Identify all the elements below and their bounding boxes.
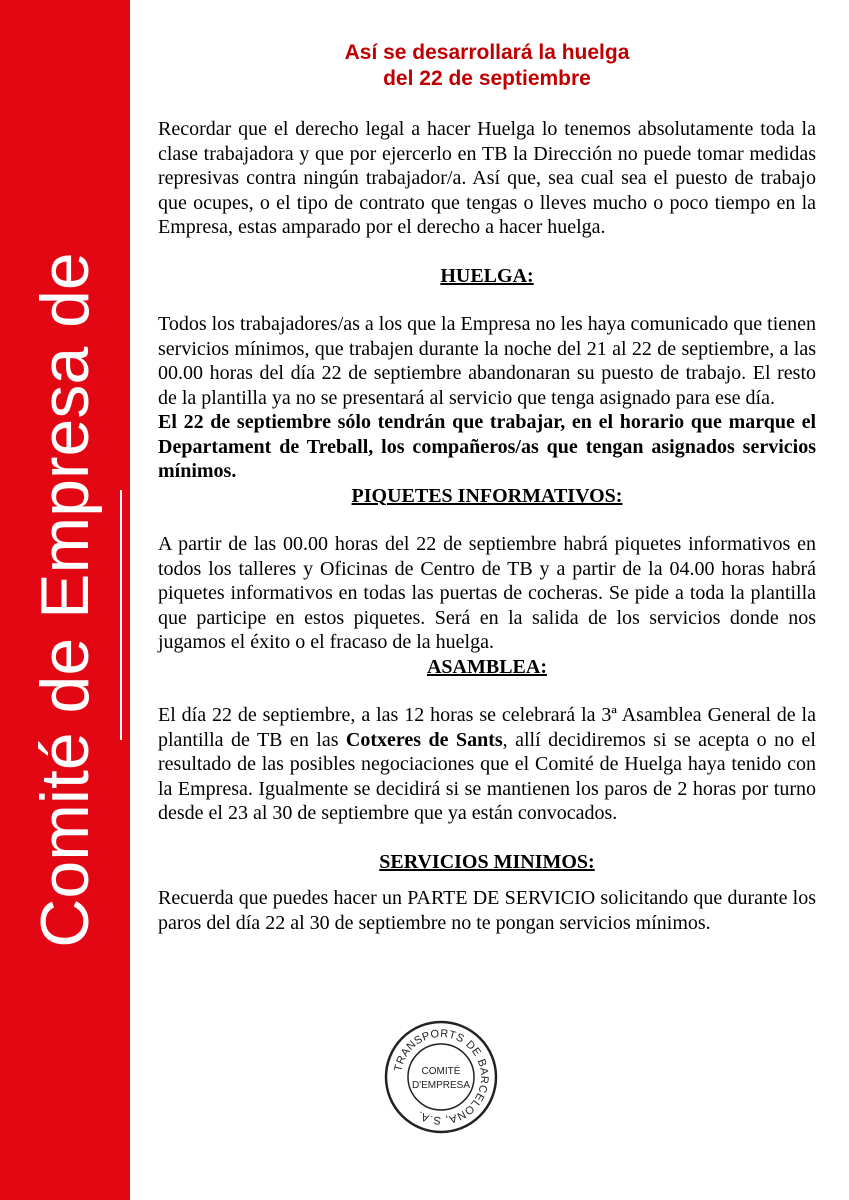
asamblea-text-2: , allí decidiremos si se acepta o no el resultado de las posibles negociaciones que el Comité de Huelga haya tenido con la Empresa. Igualmente se decidirá si se mantienen los paros de 2 horas por turno desde el 23 al 30 de septiembre que ya están convocados. [158,728,816,824]
stamp-inner-line-2: D'EMPRESA [411,1080,471,1091]
servicios-paragraph: Recuerda que puedes hacer un PARTE DE SERVICIO solicitando que durante los paros del día 22 al 30 de septiembre no te pongan servicios mínimos. [158,887,816,934]
document-title [158,40,816,92]
asamblea-text-1: El día 22 de septiembre, a las 12 horas se celebrará la 3ª Asamblea General de la plantilla de TB en las [158,704,816,751]
asamblea-paragraph [158,703,816,826]
intro-paragraph: Recordar que el derecho legal a hacer Huelga lo tenemos absolutamente toda la clase trabajadora y que por ejercerlo en TB la Dirección no puede tomar medidas represivas contra ningún trabajador/a. Así que, sea cual sea el puesto de trabajo que ocupes, o el tipo de contrato que tengas o lleves mucho o poco tiempo en la Empresa, estas amparado por el derecho a hacer huelga. [158,118,816,238]
piquetes-heading: PIQUETES INFORMATIVOS: [351,484,623,507]
title-line-1: Así se desarrollará la huelga [344,41,630,64]
sidebar-title: Comité de Empresa de [27,252,103,948]
huelga-bold-paragraph: El 22 de septiembre sólo tendrán que trabajar, en el horario que marque el Departament de Treball, los compañeros/as que tengan asignados servicios mínimos. [158,411,816,482]
piquetes-paragraph: A partir de las 00.00 horas del 22 de septiembre habrá piquetes informativos en todos los talleres y Oficinas de Centro de TB y a partir de la 04.00 horas habrá piquetes informativos en todas las puertas de cocheras. Se pide a toda la plantilla que participe en estos piquetes. Será en la salida de los servicios donde nos jugamos el éxito o el fracaso de la huelga. [158,533,816,653]
servicios-heading: SERVICIOS MINIMOS: [379,850,595,873]
asamblea-heading: ASAMBLEA: [426,655,547,678]
asamblea-location: Cotxeres de Sants [345,728,503,751]
stamp-outer-text: TRANSPORTS DE BARCELONA, S.A. [392,1027,491,1127]
company-stamp [382,1018,500,1136]
huelga-paragraph: Todos los trabajadores/as a los que la Empresa no les haya comunicado que tienen servicios mínimos, que trabajen durante la noche del 21 al 22 de septiembre, a las 00.00 horas del día 22 de septiembre abandonaran su puesto de trabajo. El resto de la plantilla ya no se presentará al servicio que tenga asignado para ese día. [158,313,816,409]
document-body [158,40,816,935]
sidebar [0,0,130,1200]
title-line-2: del 22 de septiembre [383,67,591,90]
huelga-heading: HUELGA: [440,264,534,287]
stamp-inner-line-1: COMITÉ [421,1066,461,1077]
sidebar-divider [120,490,122,740]
